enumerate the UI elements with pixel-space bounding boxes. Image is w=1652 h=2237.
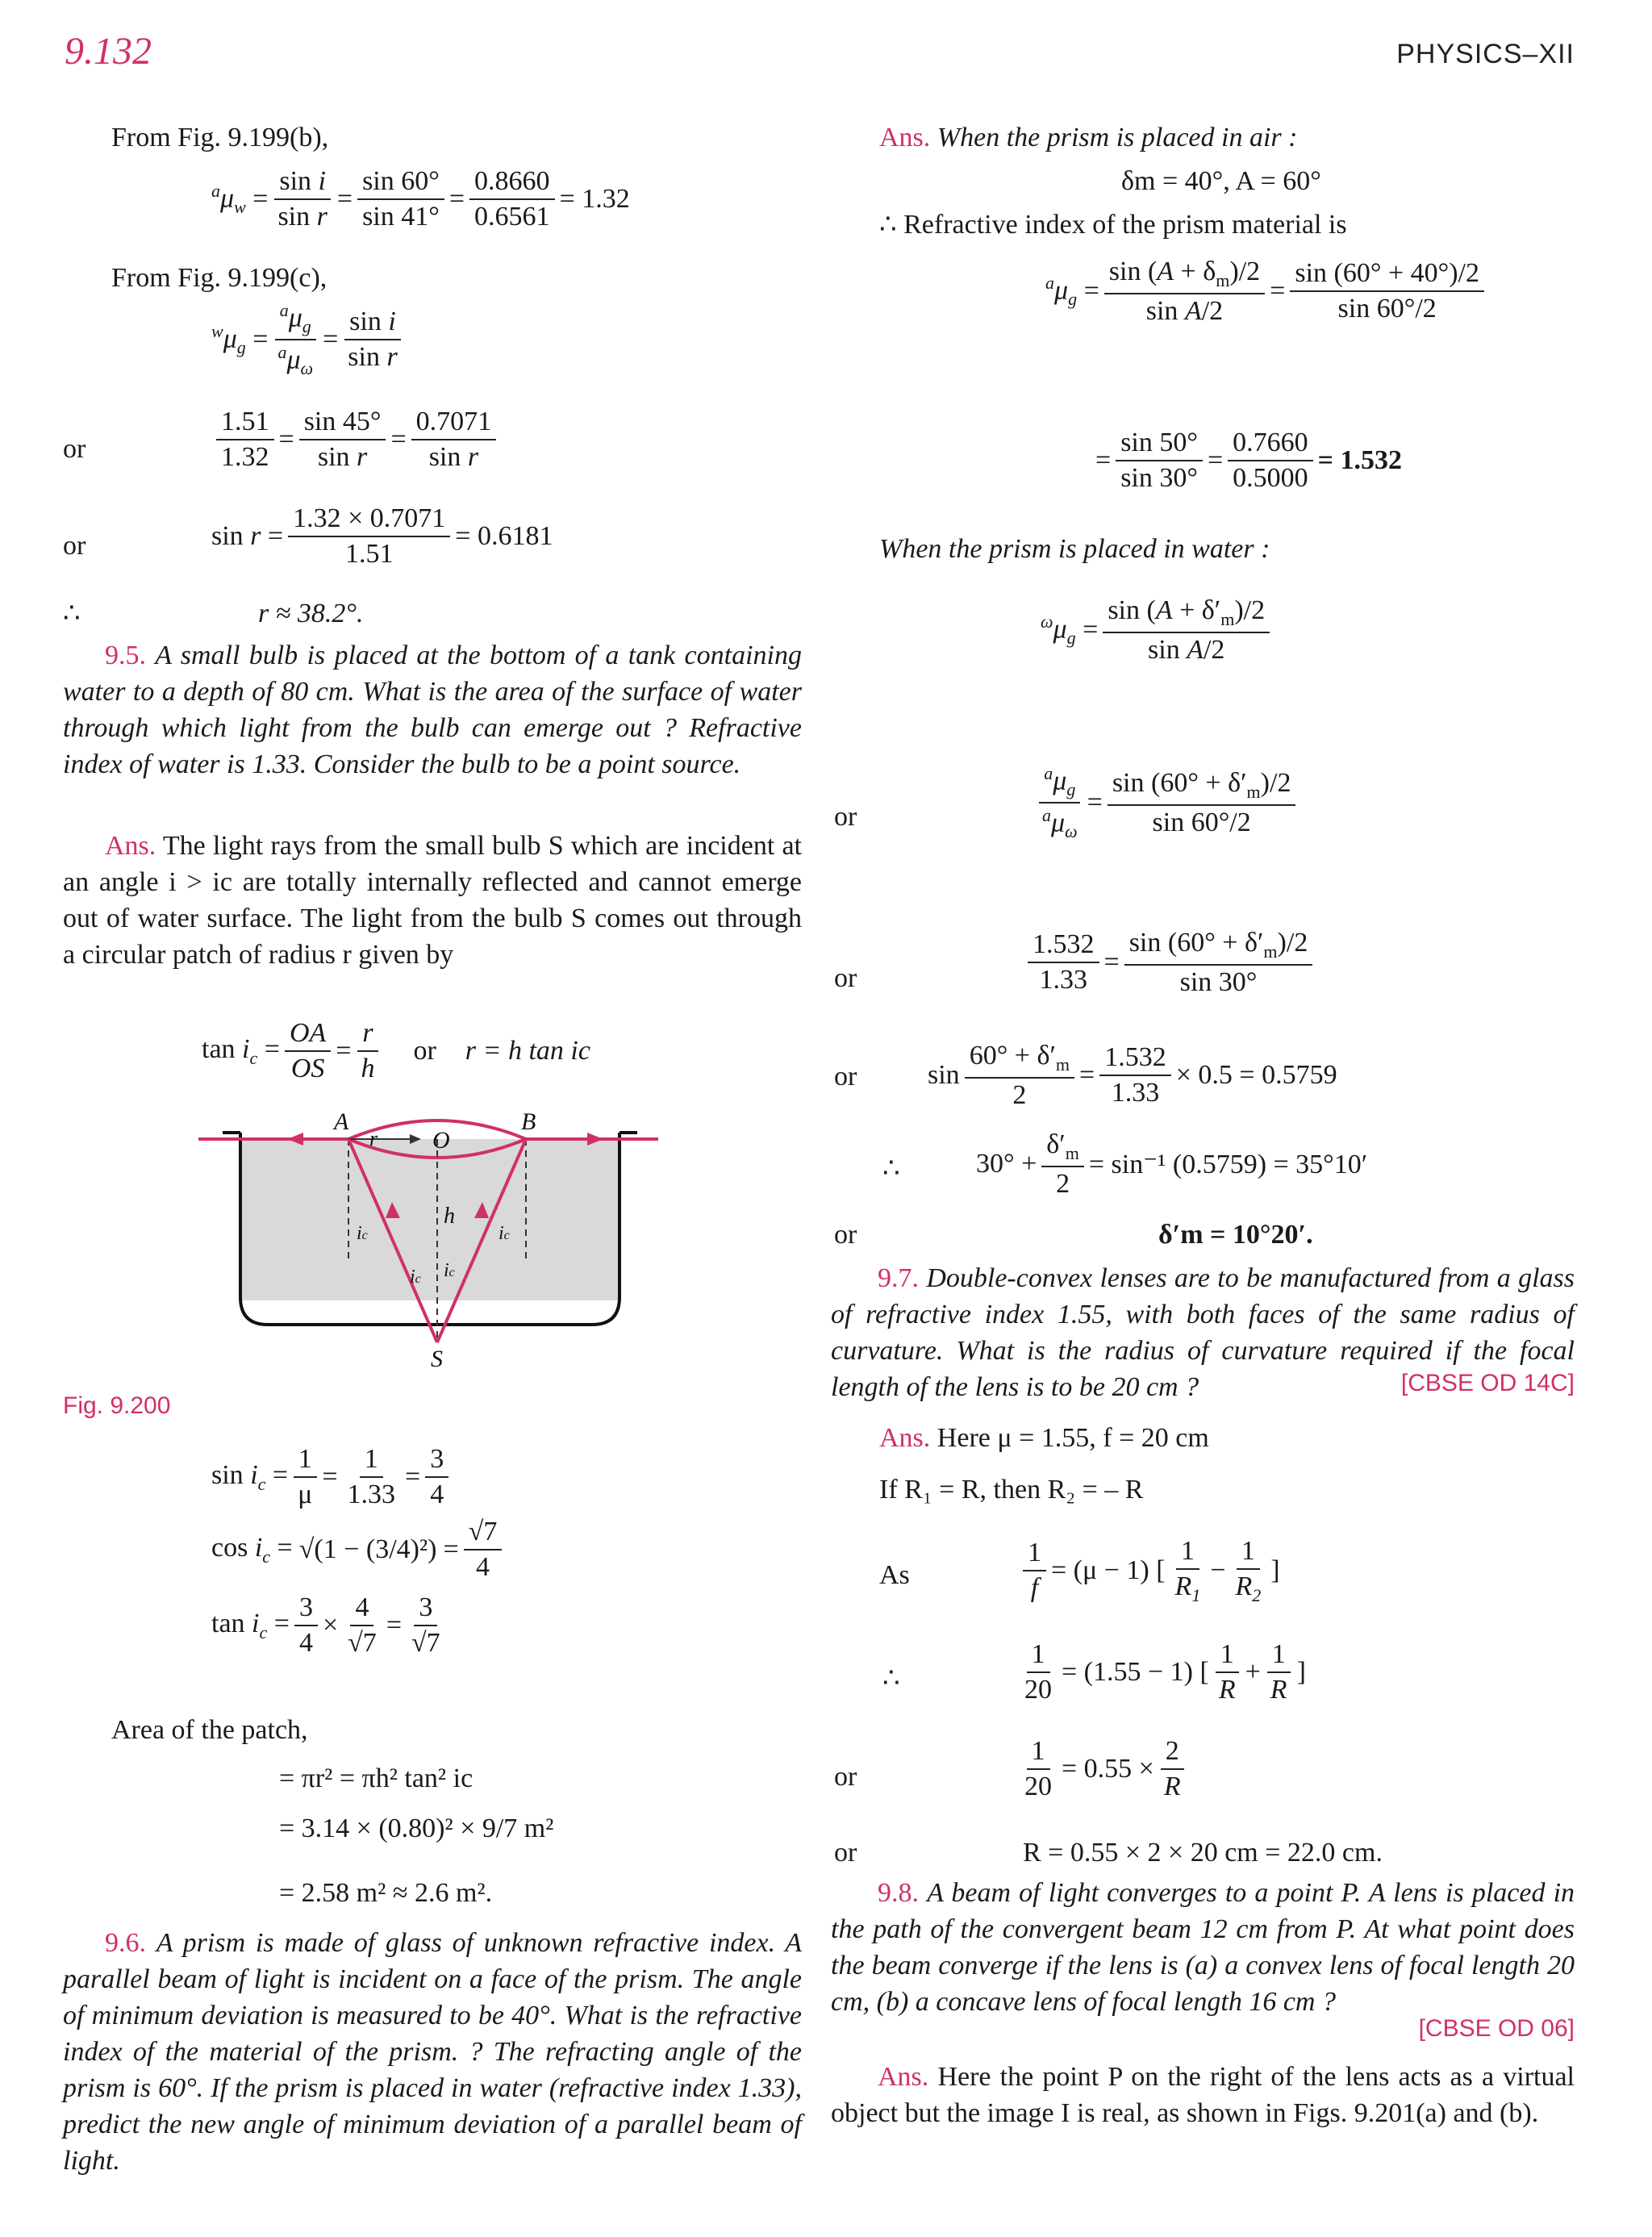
svg-text:B: B: [521, 1108, 536, 1135]
eq-lens-sub: $\frac{1}{20}$ = (1.55 − 1) [ $\frac{1}{R}$ + $\frac{1}{R}$ ]: [1024, 1639, 1306, 1705]
cbse-ref-98: [CBSE OD 06]: [1418, 2015, 1575, 2042]
eq-sin-ic: $\sin i_c$ = $\frac{1}{\mu}$ = $\frac{1}{1.33}$ = $\frac{3}{4}$: [211, 1444, 453, 1510]
figure-label: Fig. 9.200: [63, 1392, 171, 1419]
from-fig-c: From Fig. 9.199(c),: [111, 263, 327, 293]
page-number: 9.132: [65, 30, 152, 73]
eq-ratio-water: $\frac{^a\mu_g}{^a\mu_\omega}$ = $\frac{\sin (60^\circ + \delta'_m)/2}{\sin 60^\circ/2}$: [1032, 763, 1300, 842]
r-result: r ≈ 38.2°.: [258, 599, 364, 628]
question-9-5: 9.5. A small bulb is placed at the bottom of a tank containing water to a depth of 80 cm. What is the area of the surface of water through which light from the bulb can emerge out ? Refractive index of water is 1.33. Consider the bulb to be a point source.: [63, 641, 802, 779]
water-region: [240, 1139, 620, 1300]
or-label: or: [63, 434, 86, 464]
or-label: or: [834, 1220, 857, 1250]
question-9-8: 9.8. A beam of light converges to a point P. A lens is placed in the path of the convergent beam 12 cm from P. At what point does the beam converge if the lens is (a) a convex lens of focal length 20 cm, (b) a concave lens of focal length 16 cm ?: [831, 1878, 1575, 2017]
svg-text:ic: ic: [357, 1223, 368, 1244]
eq-sin-step: sin $\frac{60^\circ + \delta'_m}{2}$ = $\frac{1.532}{1.33}$ × 0.5 = 0.5759: [928, 1041, 1337, 1110]
or-label: or: [834, 963, 857, 993]
running-head: PHYSICS–XII: [1396, 39, 1575, 69]
eq-mu-w: $^a\mu_w$ = $\frac{\text{sin i}}{\text{sin r}}$ = $\frac{\sin 60^\circ}{\sin 41^\circ}$ = $\frac{0.8660}{0.6561}$ = 1.32: [211, 166, 630, 232]
eq-cos-ic: $\cos i_c$ = √(1 − (3/4)²) = $\frac{√7}{4}$: [211, 1517, 507, 1583]
svg-text:ic: ic: [444, 1260, 455, 1281]
svg-text:A: A: [334, 1108, 349, 1135]
eq-water-index: $^\omega\mu_g$ = $\frac{\sin (A + \delta'_m)/2}{\text{sin A/2}}$: [1041, 595, 1274, 666]
area-label: Area of the patch,: [111, 1715, 308, 1745]
eq-lensmaker: $\frac{1}{f}$ = (μ − 1) [ $\frac{1}{R_1}$ − $\frac{1}{R_2}$ ]: [1018, 1536, 1280, 1606]
svg-text:S: S: [431, 1346, 443, 1371]
cbse-ref-97: [CBSE OD 14C]: [1400, 1370, 1575, 1396]
tank-diagram: [198, 1097, 658, 1371]
ans-97-given: Ans. Here μ = 1.55, f = 20 cm: [879, 1423, 1209, 1453]
therefore-symbol: ∴: [882, 1663, 900, 1693]
question-9-7: 9.7. Double-convex lenses are to be manufactured from a glass of refractive index 1.55, with both faces of the same radius of curvature. What is the radius of curvature required if the focal length of the lens is to be 20 cm ?: [831, 1263, 1575, 1402]
svg-text:O: O: [432, 1127, 450, 1154]
eq-numeric-water: $\frac{1.532}{1.33}$ = $\frac{\sin (60^\circ + \delta'_m)/2}{\sin 30^\circ}$: [1023, 928, 1317, 998]
deviation-result: δ′m = 10°20′.: [1158, 1220, 1313, 1250]
or-label: or: [834, 1762, 857, 1792]
area-line-3: = 2.58 m² ≈ 2.6 m².: [279, 1878, 493, 1908]
svg-text:ic: ic: [499, 1223, 510, 1244]
eq-tan-ic: $\tan i_c$ = $\frac{OA}{OS}$ = $\frac{r}{h}$ or r = h tan ic: [202, 1018, 590, 1083]
or-label: or: [834, 802, 857, 832]
answer-9-5: Ans. The light rays from the small bulb S which are incident at an angle i > ic are totally internally reflected and cannot emerge out of water surface. The light from the bulb S comes out through a circular patch of radius r given by: [63, 831, 803, 970]
in-water-label: When the prism is placed in water :: [879, 534, 1270, 564]
svg-text:h: h: [444, 1204, 455, 1229]
as-label: As: [879, 1560, 910, 1590]
or-label: or: [834, 1062, 857, 1091]
eq-lens-simplify: $\frac{1}{20}$ = 0.55 × $\frac{2}{R}$: [1015, 1736, 1191, 1802]
eq-tan-ic-value: $\tan i_c$ = $\frac{3}{4}$ × $\frac{4}{√7}$ = $\frac{3}{√7}$: [211, 1592, 440, 1658]
eq-sin-r: sin r = $\frac{1.32 \times 0.7071}{1.51}$ = 0.6181: [211, 503, 553, 569]
area-line-1: = πr² = πh² tan² ic: [279, 1763, 473, 1793]
or-label: or: [63, 531, 86, 561]
therefore-symbol: ∴: [882, 1154, 900, 1183]
answer-9-8: Ans. Here the point P on the right of the lens acts as a virtual object but the image I is real, as shown in Figs. 9.201(a) and (b).: [831, 2062, 1575, 2128]
eq-prism-index: $^a\mu_g$ = $\frac{\sin (A + \delta_m)/2}{\text{sin A/2}}$ = $\frac{\sin (60^\circ + 40^\circ)/2}{\sin 60^\circ/2}$: [1045, 257, 1489, 327]
therefore-symbol: ∴: [63, 599, 81, 628]
eq-ratio: $\frac{1.51}{1.32}$ = $\frac{\sin 45^\circ}{\text{sin r}}$ = $\frac{0.7071}{\text{sin r}}$: [211, 407, 501, 473]
eq-mu-g: $^w\mu_g$ = $\frac{^a\mu_g}{^a\mu_\omega}$ = $\frac{\text{sin i}}{\text{sin r}}$: [211, 300, 407, 379]
question-9-6: 9.6. A prism is made of glass of unknown refractive index. A parallel beam of light is incident on a face of the prism. The angle of minimum deviation is measured to be 40°. What is the refractive index of the material of the prism. ? The refracting angle of the prism is 60°. If the prism is placed in water (refractive index 1.33), predict the new angle of minimum deviation of a parallel beam of light.: [63, 1928, 803, 2176]
from-fig-b: From Fig. 9.199(b),: [111, 123, 329, 152]
eq-prism-result: = $\frac{\sin 50^\circ}{\sin 30^\circ}$ = $\frac{0.7660}{0.5000}$ = 1.532: [1095, 428, 1403, 493]
ans-96-air: Ans. When the prism is placed in air :: [879, 123, 1298, 152]
svg-text:ic: ic: [410, 1267, 421, 1288]
svg-text:r: r: [369, 1127, 378, 1150]
ans-97-if: If R₁ = R, then R₂ = – R: [879, 1475, 1144, 1505]
radius-result: R = 0.55 × 2 × 20 cm = 22.0 cm.: [1023, 1838, 1383, 1868]
area-line-2: = 3.14 × (0.80)² × 9/7 m²: [279, 1813, 554, 1843]
eq-asin-step: 30° + $\frac{\delta'_m}{2}$ = sin⁻¹ (0.5759) = 35°10′: [976, 1129, 1368, 1199]
ri-text: ∴ Refractive index of the prism material is: [879, 210, 1347, 240]
or-label: or: [834, 1838, 857, 1868]
given-values: δm = 40°, A = 60°: [1121, 166, 1321, 196]
